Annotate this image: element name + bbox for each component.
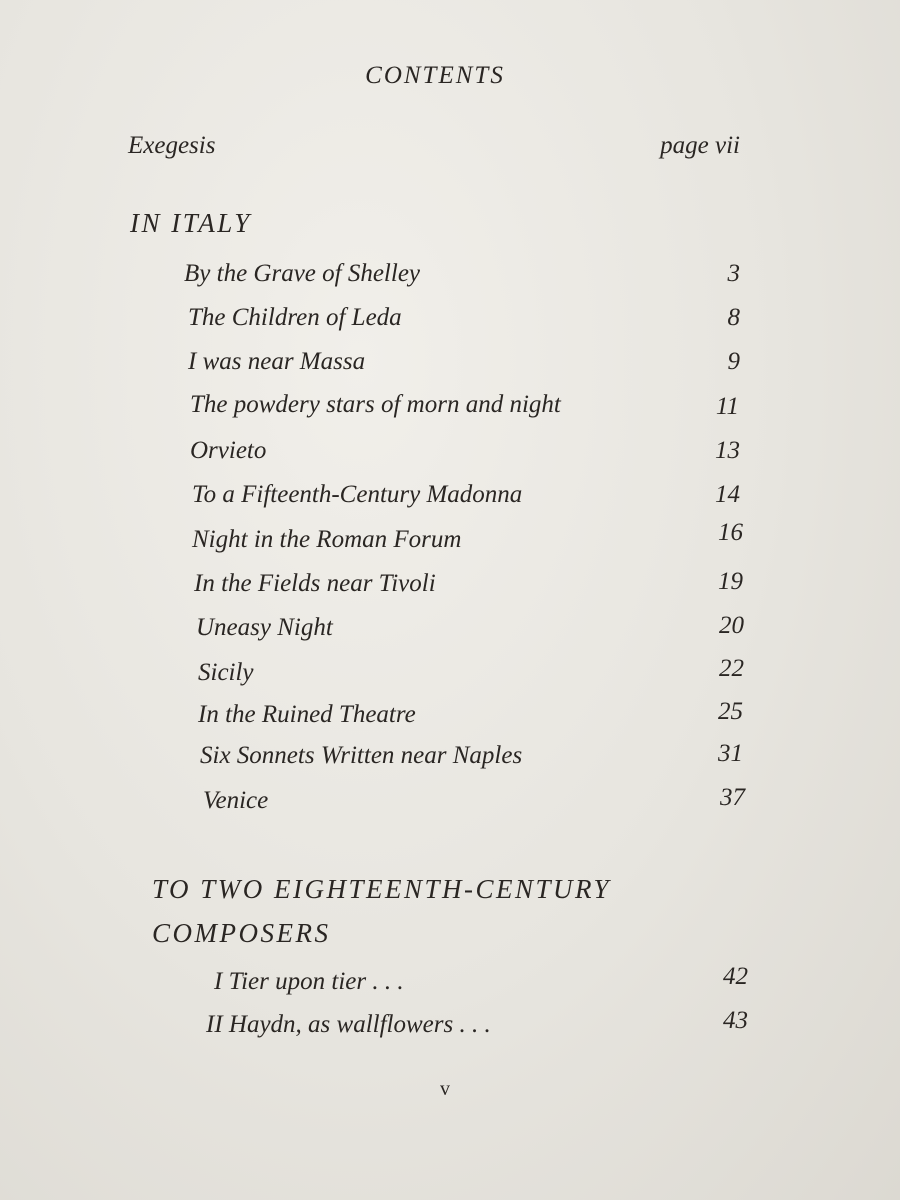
toc-entry-title: Night in the Roman Forum xyxy=(192,526,462,553)
toc-entry-page: 11 xyxy=(715,393,739,420)
toc-entry-page: 37 xyxy=(720,784,745,811)
toc-entry-page: 3 xyxy=(727,260,740,287)
toc-entry-title: Orvieto xyxy=(190,437,267,464)
toc-entry-title: The Children of Leda xyxy=(188,304,402,331)
toc-entry-page: 8 xyxy=(727,304,740,331)
toc-entry-title: In the Fields near Tivoli xyxy=(194,570,436,597)
contents-title: CONTENTS xyxy=(365,62,505,89)
toc-entry-title: Exegesis xyxy=(128,132,216,159)
section-heading-in-italy: IN ITALY xyxy=(130,208,252,238)
toc-entry-title: Venice xyxy=(203,787,269,814)
toc-entry-title: II Haydn, as wallflowers . . . xyxy=(206,1011,491,1038)
toc-entry-page: 43 xyxy=(723,1007,748,1034)
toc-entry-page: 22 xyxy=(719,655,744,682)
toc-entry-title: By the Grave of Shelley xyxy=(184,260,421,287)
toc-entry-page: page vii xyxy=(660,132,740,159)
toc-entry-title: I was near Massa xyxy=(188,348,366,375)
section-heading-composers-line-2: COMPOSERS xyxy=(152,918,331,948)
toc-entry-page: 9 xyxy=(727,348,740,375)
page-folio: v xyxy=(440,1078,450,1100)
toc-entry-title: Sicily xyxy=(198,659,254,686)
toc-entry-page: 14 xyxy=(715,481,740,508)
toc-entry-page: 20 xyxy=(719,612,744,639)
toc-entry-page: 16 xyxy=(718,519,743,546)
toc-entry-title: I Tier upon tier . . . xyxy=(214,968,404,995)
toc-entry-title: Six Sonnets Written near Naples xyxy=(200,742,523,769)
toc-entry-page: 13 xyxy=(715,437,740,464)
toc-entry-page: 25 xyxy=(718,698,743,725)
toc-entry-title: To a Fifteenth-Century Madonna xyxy=(192,481,523,508)
section-heading-composers: TO TWO EIGHTEENTH-CENTURY xyxy=(152,874,612,904)
toc-entry-title: Uneasy Night xyxy=(196,614,333,641)
toc-entry-page: 31 xyxy=(718,740,743,767)
toc-entry-title: In the Ruined Theatre xyxy=(198,701,416,728)
toc-entry-page: 42 xyxy=(723,963,748,990)
toc-entry-page: 19 xyxy=(718,568,743,595)
toc-entry-title: The powdery stars of morn and night xyxy=(190,391,561,418)
